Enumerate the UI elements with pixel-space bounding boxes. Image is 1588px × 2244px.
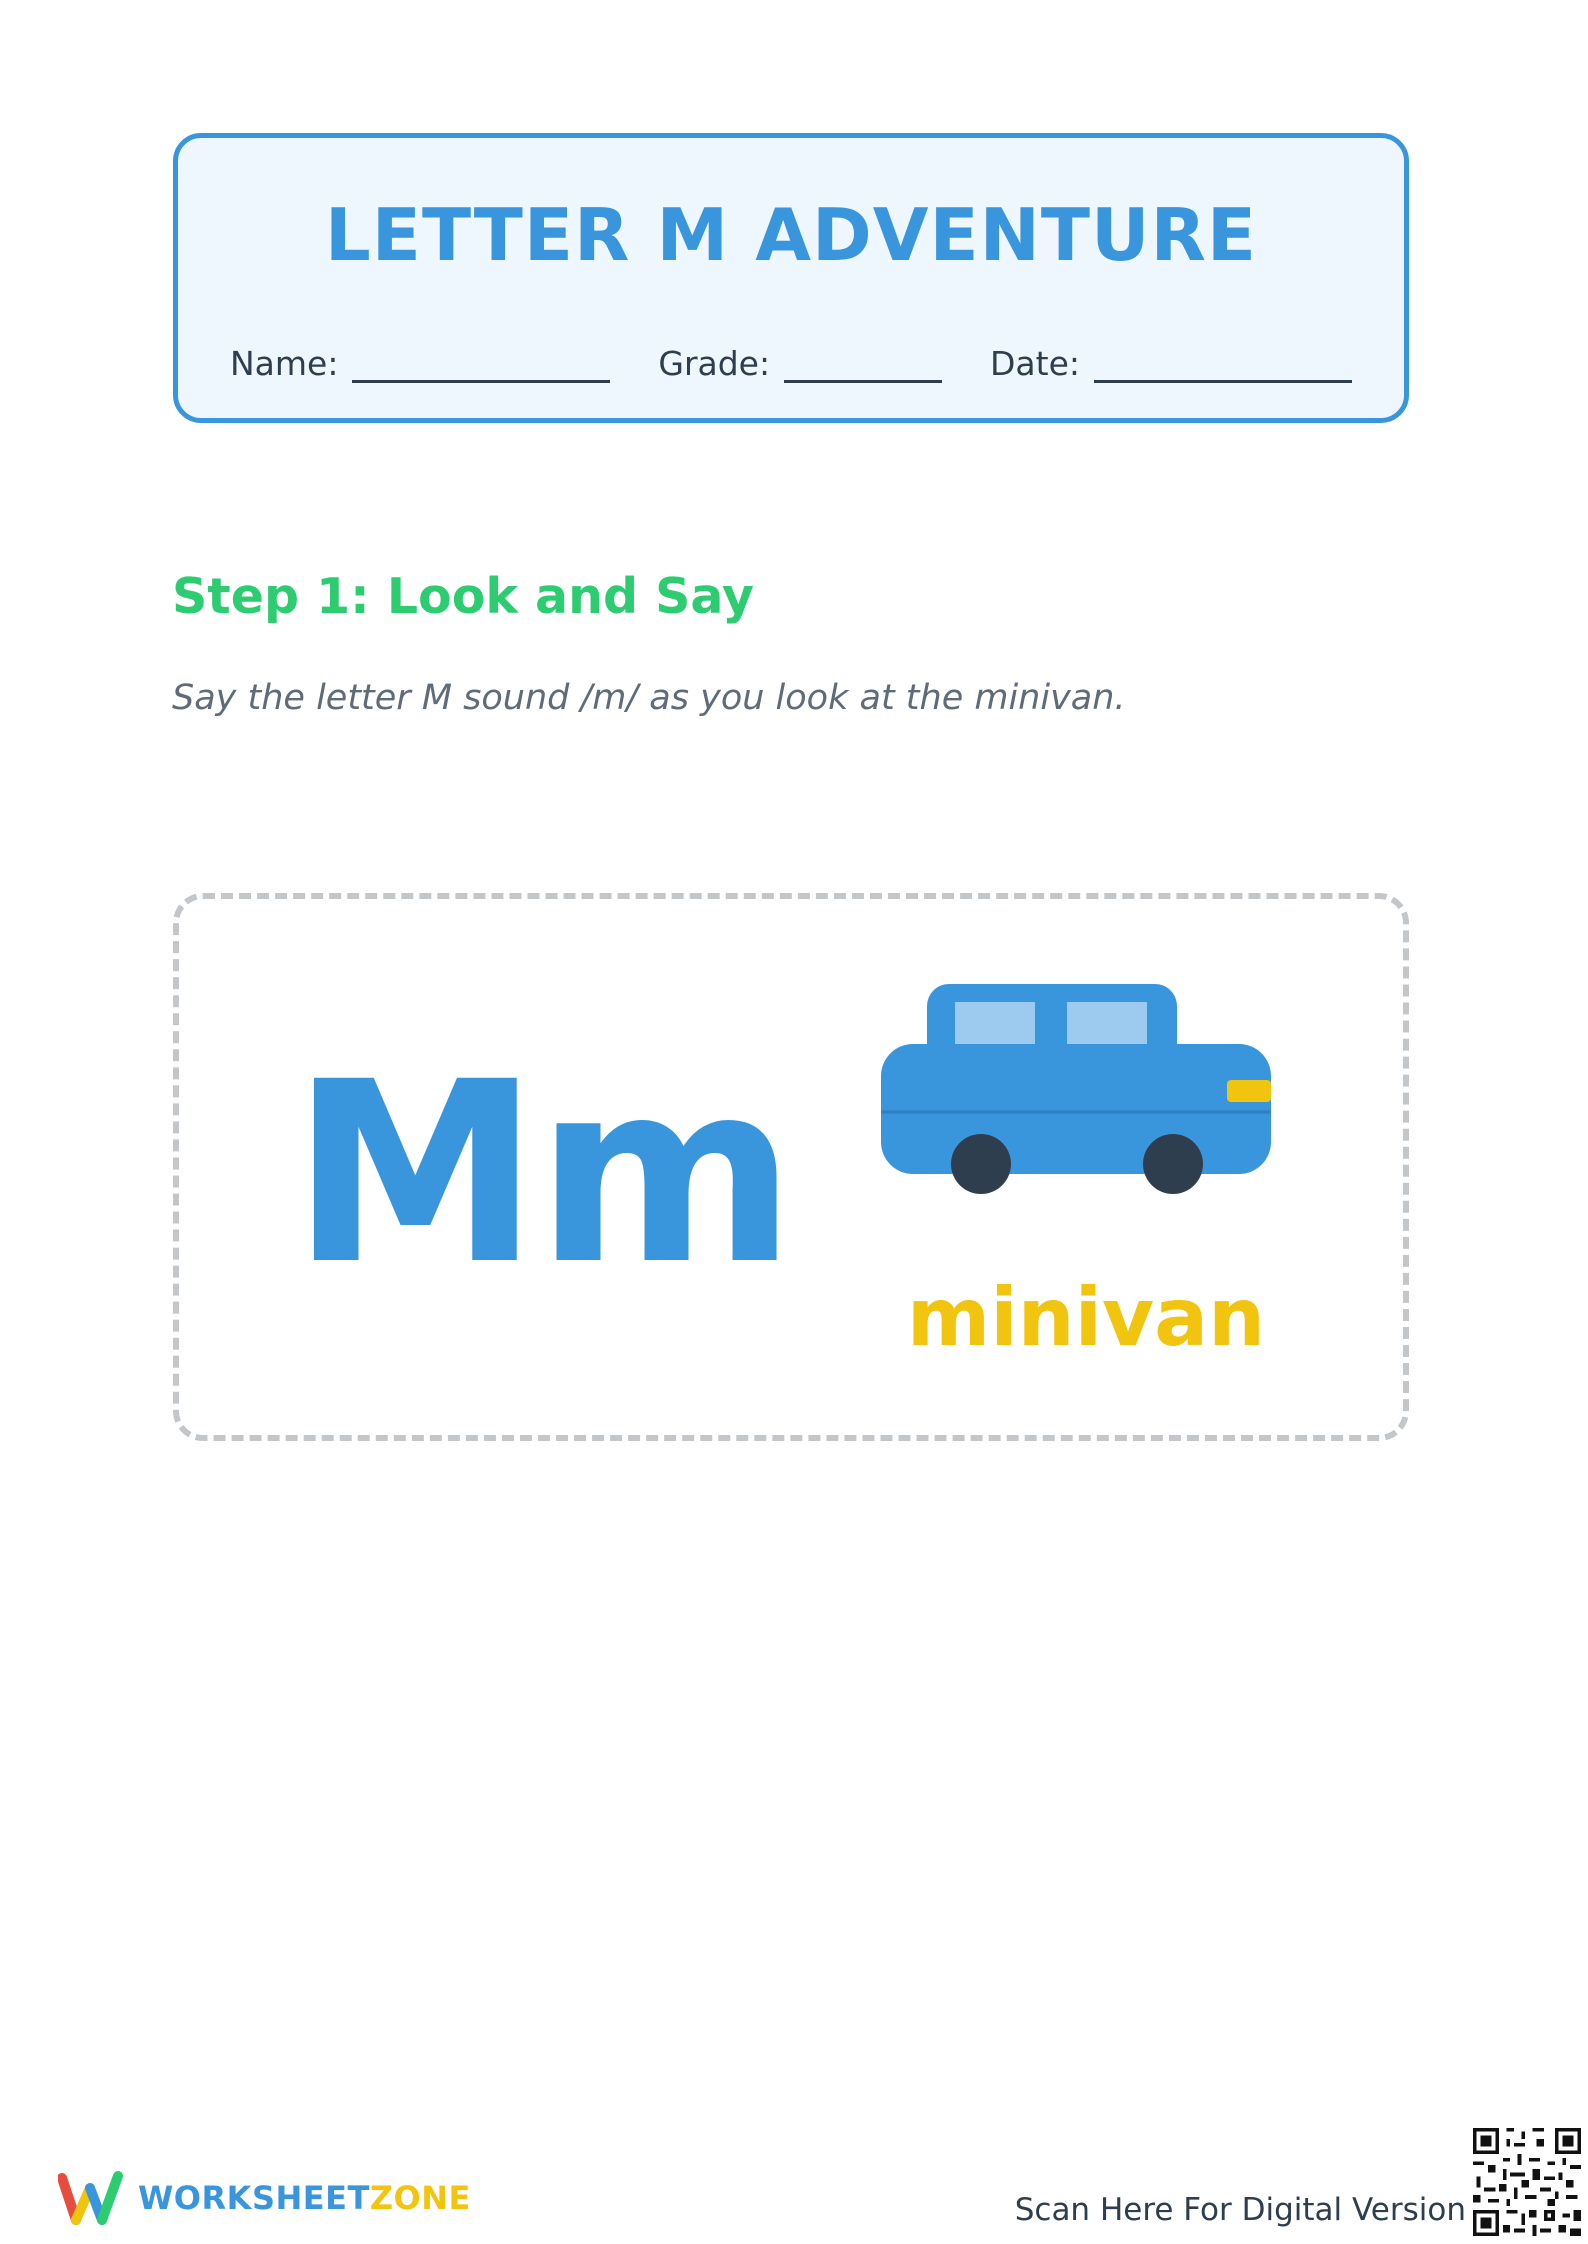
footer-brand[interactable] xyxy=(58,2170,471,2226)
grade-label: Grade: xyxy=(658,344,771,383)
date-line[interactable] xyxy=(1094,344,1352,383)
grade-line[interactable] xyxy=(784,344,942,383)
header-box xyxy=(173,133,1409,423)
worksheetzone-logo-icon xyxy=(58,2170,124,2226)
letter-display: Mm xyxy=(291,1028,793,1319)
name-line[interactable] xyxy=(352,344,610,383)
brand-name-part2: ZONE xyxy=(369,2179,471,2217)
worksheet-title: LETTER M ADVENTURE xyxy=(324,193,1258,277)
brand-name xyxy=(138,2179,471,2217)
brand-name-part1: WORKSHEET xyxy=(138,2179,370,2217)
minivan-icon xyxy=(881,984,1291,1214)
date-field[interactable] xyxy=(990,344,1352,383)
scan-instruction: Scan Here For Digital Version xyxy=(1014,2192,1466,2228)
letter-card xyxy=(173,893,1409,1441)
date-label: Date: xyxy=(990,344,1080,383)
grade-field[interactable] xyxy=(658,344,942,383)
step-title: Step 1: Look and Say xyxy=(172,568,754,625)
picture-word: minivan xyxy=(906,1271,1266,1364)
qr-code-icon[interactable] xyxy=(1473,2128,1581,2236)
student-info-fields xyxy=(230,333,1352,383)
name-label: Name: xyxy=(230,344,339,383)
step-instructions: Say the letter M sound /m/ as you look at the minivan. xyxy=(172,678,1126,718)
name-field[interactable] xyxy=(230,344,610,383)
